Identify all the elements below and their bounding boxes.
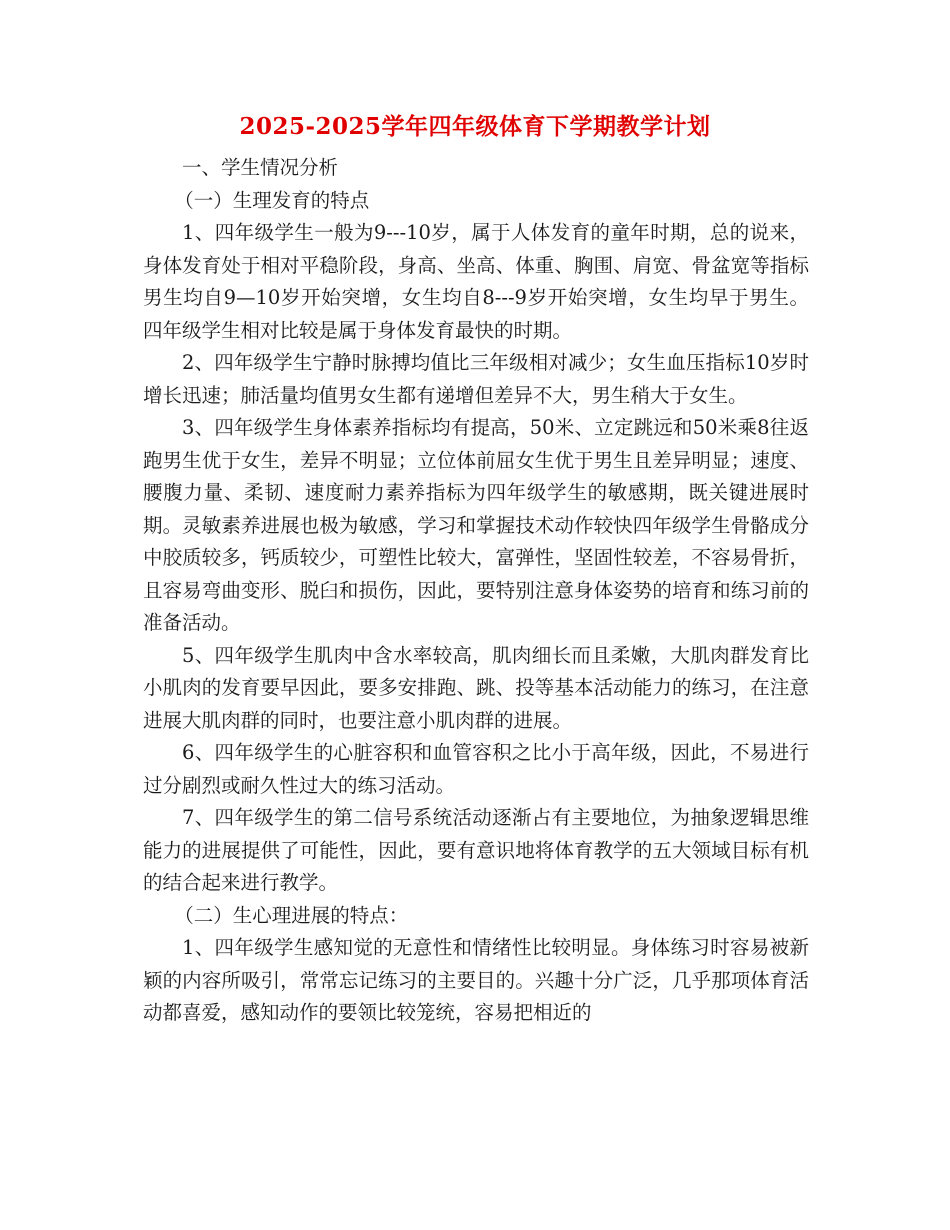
subsection-heading: （二）生心理进展的特点：: [174, 903, 409, 927]
section-heading: 一、学生情况分析: [182, 156, 339, 179]
body-paragraph: 3、四年级学生身体素养指标均有提高，50米、立定跳远和50米乘8往返跑男生优于女生，差异不明显；立位体前屈女生优于男生且差异明显；速度、腰腹力量、柔韧、速度耐力素养指标为四年级学生的敏感期，既关键进展时期。灵敏素养进展也极为敏感，学习和掌握技术动作较快四年级学生骨骼成分中胶质较多，钙质较少，可塑性比较大，富弹性，坚固性较差，不容易骨折，且容易弯曲变形、脱臼和损伤，因此，要特别注意身体姿势的培育和练习前的准备活动。: [143, 416, 809, 634]
body-paragraph: 5、四年级学生肌肉中含水率较高，肌肉细长而且柔嫩，大肌肉群发育比小肌肉的发育要早因此，要多安排跑、跳、投等基本活动能力的练习，在注意进展大肌肉群的同时，也要注意小肌肉群的进展。: [143, 643, 809, 732]
document-title: 2025-2025学年四年级体育下学期教学计划: [239, 113, 711, 140]
body-paragraph: 1、四年级学生一般为9---10岁，属于人体发育的童年时期，总的说来，身体发育处于相对平稳阶段，身高、坐高、体重、胸围、肩宽、骨盆宽等指标男生均自9—10岁开始突增，女生均自8---9岁开始突增，女生均早于男生。四年级学生相对比较是属于身体发育最快的时期。: [143, 221, 809, 342]
document-body: [143, 152, 809, 1030]
body-paragraph: 7、四年级学生的第二信号系统活动逐渐占有主要地位，为抽象逻辑思维能力的进展提供了可能性，因此，要有意识地将体育教学的五大领域目标有机的结合起来进行教学。: [143, 806, 809, 894]
body-paragraph: 6、四年级学生的心脏容积和血管容积之比小于高年级，因此，不易进行过分剧烈或耐久性过大的练习活动。: [143, 741, 809, 797]
body-paragraph: 1、四年级学生感知觉的无意性和情绪性比较明显。身体练习时容易被新颖的内容所吸引，常常忘记练习的主要目的。兴趣十分广泛，几乎那项体育活动都喜爱，感知动作的要领比较笼统，容易把相近的: [143, 936, 809, 1024]
subsection-heading: （一）生理发育的特点: [174, 188, 370, 212]
body-paragraph: 2、四年级学生宁静时脉搏均值比三年级相对减少；女生血压指标10岁时增长迅速；肺活量均值男女生都有递增但差异不大，男生稍大于女生。: [143, 351, 809, 407]
